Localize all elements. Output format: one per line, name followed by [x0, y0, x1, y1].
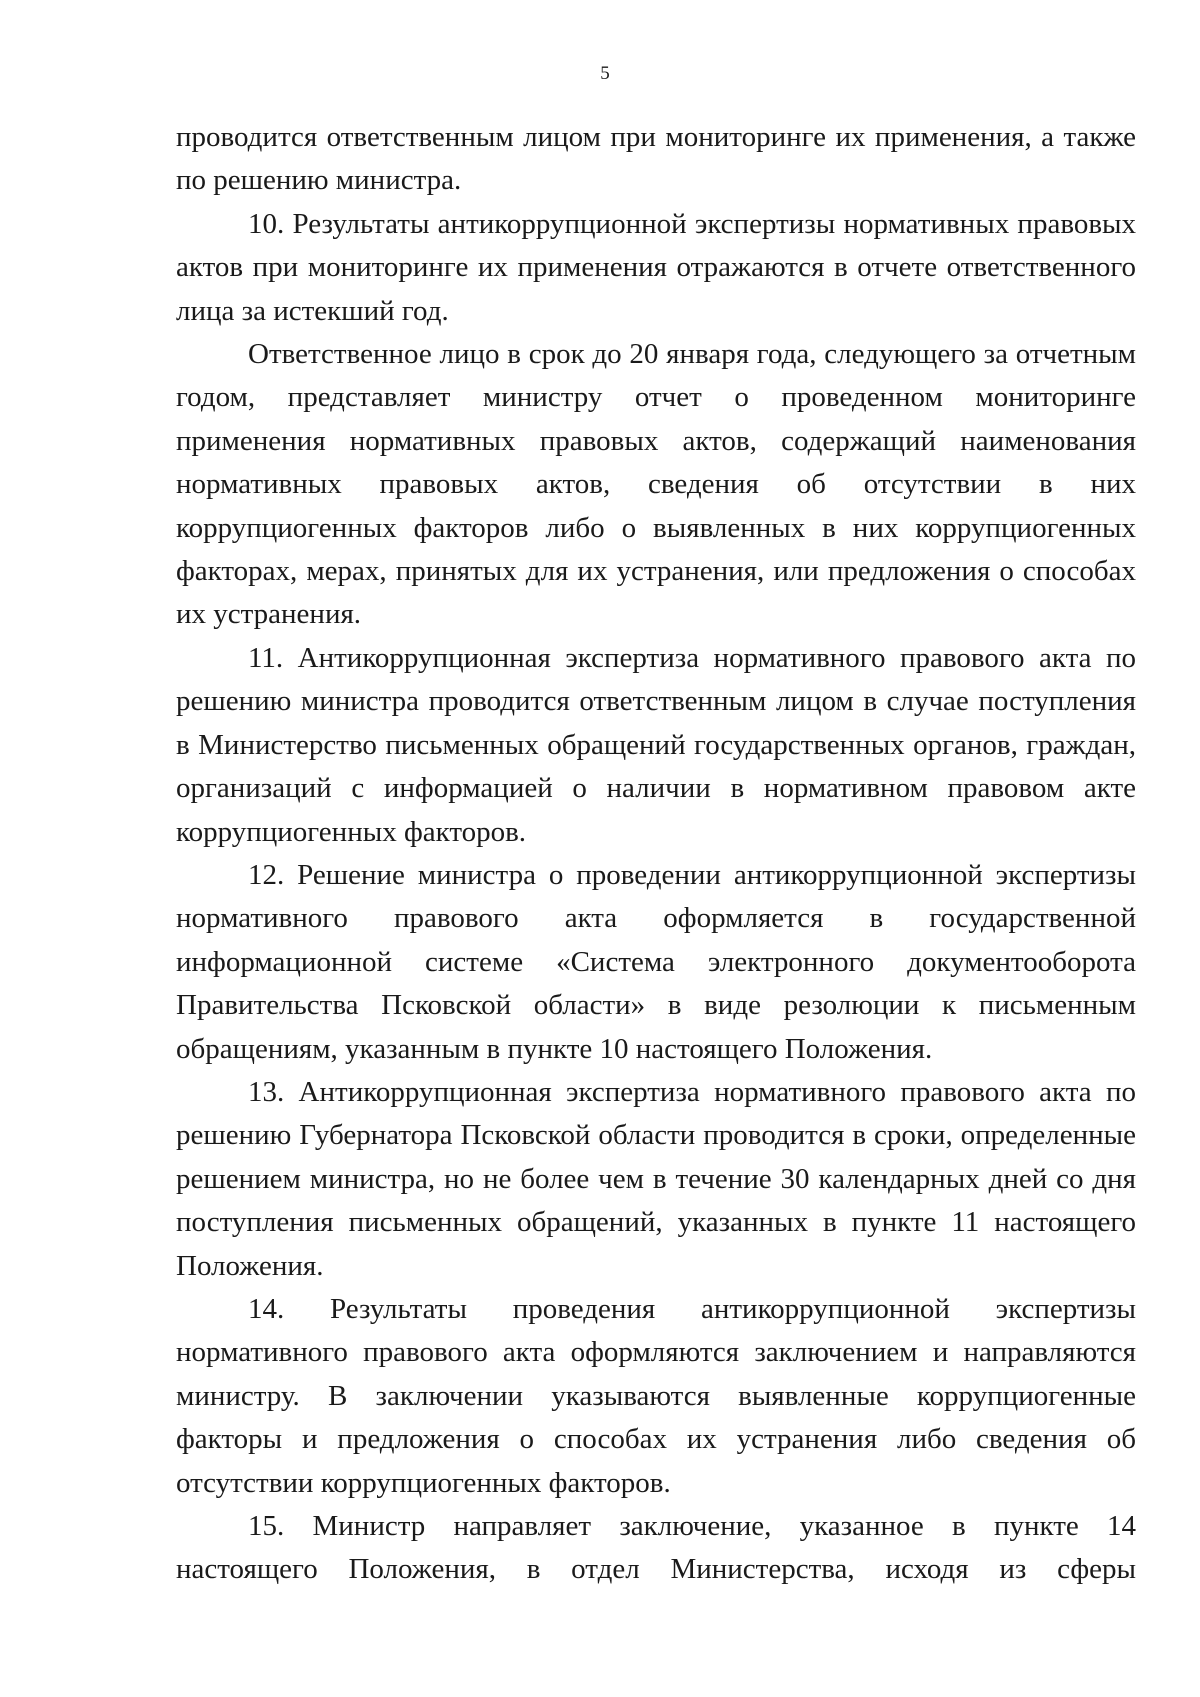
paragraph-item-10: 10. Результаты антикоррупционной экспертизы нормативных правовых актов при мониторинге их применения отражаются в отчете ответственного лица за истекший год. — [176, 207, 1136, 327]
paragraph-continuation: проводится ответственным лицом при мониторинге их применения, а также по решению министра. — [176, 121, 1136, 197]
paragraph-report: Ответственное лицо в срок до 20 января года, следующего за отчетным годом, представляет министру отчет о проведенном мониторинге применения нормативных правовых актов, содержащий наименования нормативных правовых актов, сведения об отсутствии в них коррупциогенных факторов либо о выявленных в них коррупциогенных факторах, мерах, принятых для их устранения, или предложения о способах их устранения. — [176, 338, 1136, 631]
page-number: 5 — [600, 63, 610, 84]
paragraph-item-15: 15. Министр направляет заключение, указанное в пункте 14 настоящего Положения, в отдел Министерства, исходя из сферы — [176, 1510, 1136, 1586]
paragraph-item-11: 11. Антикоррупционная экспертиза нормативного правового акта по решению министра проводится ответственным лицом в случае поступления в Министерство письменных обращений государственных органов, граждан, организаций с информацией о наличии в нормативном правовом акте коррупциогенных факторов. — [176, 641, 1136, 848]
paragraph-item-14: 14. Результаты проведения антикоррупционной экспертизы нормативного правового акта оформляются заключением и направляются министру. В заключении указываются выявленные коррупциогенные факторы и предложения о способах их устранения либо сведения об отсутствии коррупциогенных факторов. — [176, 1292, 1136, 1499]
paragraph-item-13: 13. Антикоррупционная экспертиза нормативного правового акта по решению Губернатора Псковской области проводится в сроки, определенные решением министра, но не более чем в течение 30 календарных дней со дня поступления письменных обращений, указанных в пункте 11 настоящего Положения. — [176, 1075, 1136, 1282]
document-body — [176, 116, 1136, 1592]
paragraph-item-12: 12. Решение министра о проведении антикоррупционной экспертизы нормативного правового акта оформляется в государственной информационной системе «Система электронного документооборота Правительства Псковской области» в виде резолюции к письменным обращениям, указанным в пункте 10 настоящего Положения. — [176, 858, 1136, 1065]
